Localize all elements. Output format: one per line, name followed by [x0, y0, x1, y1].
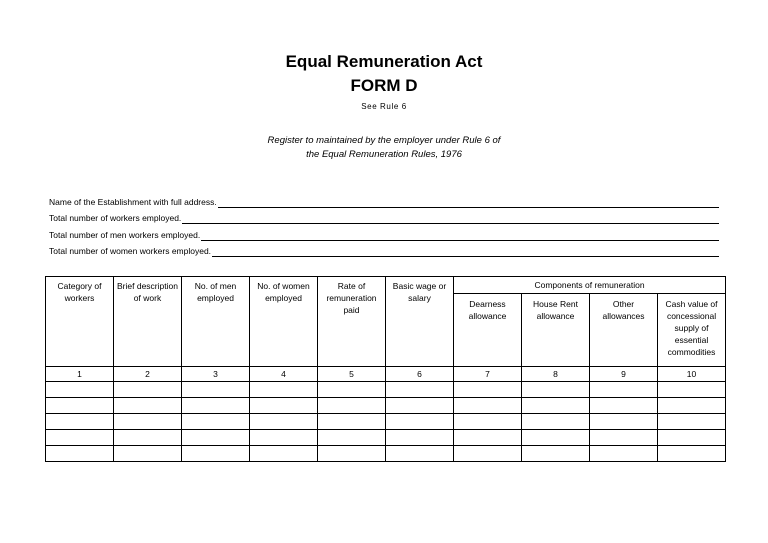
table-cell[interactable] [590, 430, 658, 446]
table-cell[interactable] [318, 414, 386, 430]
table-cell[interactable] [250, 446, 318, 462]
col-dearness-allowance: Dearness allowance [454, 294, 522, 367]
table-cell[interactable] [386, 446, 454, 462]
col-description: Brief description of work [114, 277, 182, 367]
col-group-components: Components of remuneration [454, 277, 726, 294]
column-number: 9 [590, 367, 658, 382]
col-category: Category of workers [46, 277, 114, 367]
remuneration-register-table [45, 276, 726, 462]
table-cell[interactable] [46, 398, 114, 414]
table-cell[interactable] [590, 414, 658, 430]
table-cell[interactable] [46, 382, 114, 398]
column-number: 3 [182, 367, 250, 382]
table-cell[interactable] [318, 398, 386, 414]
table-cell[interactable] [454, 446, 522, 462]
table-cell[interactable] [590, 382, 658, 398]
register-note-line-2: the Equal Remuneration Rules, 1976 [306, 149, 462, 160]
table-cell[interactable] [658, 414, 726, 430]
establishment-name-blank[interactable] [218, 195, 719, 208]
column-number: 6 [386, 367, 454, 382]
col-basic-wage: Basic wage or salary [386, 277, 454, 367]
table-cell[interactable] [182, 382, 250, 398]
table-cell[interactable] [658, 382, 726, 398]
col-cash-value-commodities: Cash value of concessional supply of essential commodities [658, 294, 726, 367]
table-cell[interactable] [386, 414, 454, 430]
table-cell[interactable] [522, 414, 590, 430]
table-cell[interactable] [454, 398, 522, 414]
table-row [46, 446, 726, 462]
column-number: 8 [522, 367, 590, 382]
table-cell[interactable] [318, 430, 386, 446]
col-men-employed: No. of men employed [182, 277, 250, 367]
table-cell[interactable] [250, 382, 318, 398]
rule-reference: See Rule 6 [361, 102, 407, 111]
table-cell[interactable] [114, 398, 182, 414]
form-title: FORM D [350, 76, 418, 95]
table-cell[interactable] [250, 414, 318, 430]
table-cell[interactable] [386, 398, 454, 414]
total-workers-label: Total number of workers employed. [49, 213, 182, 223]
table-cell[interactable] [658, 430, 726, 446]
table-cell[interactable] [46, 414, 114, 430]
table-row [46, 430, 726, 446]
table-cell[interactable] [250, 430, 318, 446]
men-workers-label: Total number of men workers employed. [49, 230, 201, 240]
table-cell[interactable] [46, 430, 114, 446]
table-cell[interactable] [522, 430, 590, 446]
total-workers-field[interactable] [49, 212, 719, 224]
table-cell[interactable] [182, 430, 250, 446]
table-cell[interactable] [522, 446, 590, 462]
table-cell[interactable] [658, 446, 726, 462]
column-number: 10 [658, 367, 726, 382]
table-cell[interactable] [114, 382, 182, 398]
column-number: 7 [454, 367, 522, 382]
table-cell[interactable] [114, 446, 182, 462]
table-row [46, 398, 726, 414]
total-workers-blank[interactable] [182, 211, 719, 224]
table-cell[interactable] [658, 398, 726, 414]
table-cell[interactable] [454, 414, 522, 430]
register-note-line-1: Register to maintained by the employer under Rule 6 of [267, 135, 501, 146]
table-cell[interactable] [454, 382, 522, 398]
table-cell[interactable] [386, 382, 454, 398]
table-cell[interactable] [590, 446, 658, 462]
table-cell[interactable] [46, 446, 114, 462]
table-cell[interactable] [318, 446, 386, 462]
table-cell[interactable] [522, 382, 590, 398]
women-workers-label: Total number of women workers employed. [49, 246, 212, 256]
table-cell[interactable] [182, 446, 250, 462]
table-cell[interactable] [114, 414, 182, 430]
table-cell[interactable] [386, 430, 454, 446]
establishment-name-label: Name of the Establishment with full address. [49, 197, 217, 207]
column-number: 4 [250, 367, 318, 382]
table-cell[interactable] [114, 430, 182, 446]
column-number: 2 [114, 367, 182, 382]
table-cell[interactable] [522, 398, 590, 414]
women-workers-blank[interactable] [212, 244, 719, 257]
table-cell[interactable] [454, 430, 522, 446]
col-house-rent-allowance: House Rent allowance [522, 294, 590, 367]
act-title: Equal Remuneration Act [285, 52, 483, 71]
column-number-row [46, 367, 726, 382]
women-workers-field[interactable] [49, 245, 719, 257]
table-cell[interactable] [318, 382, 386, 398]
register-body [46, 367, 726, 462]
table-row [46, 382, 726, 398]
men-workers-field[interactable] [49, 229, 719, 241]
col-rate-remuneration: Rate of remuneration paid [318, 277, 386, 367]
table-row [46, 414, 726, 430]
col-women-employed: No. of women employed [250, 277, 318, 367]
men-workers-blank[interactable] [201, 228, 719, 241]
table-cell[interactable] [590, 398, 658, 414]
register-note [200, 134, 568, 162]
col-other-allowances: Other allowances [590, 294, 658, 367]
table-cell[interactable] [182, 398, 250, 414]
column-number: 1 [46, 367, 114, 382]
table-cell[interactable] [250, 398, 318, 414]
table-cell[interactable] [182, 414, 250, 430]
column-number: 5 [318, 367, 386, 382]
establishment-name-field[interactable] [49, 196, 719, 208]
